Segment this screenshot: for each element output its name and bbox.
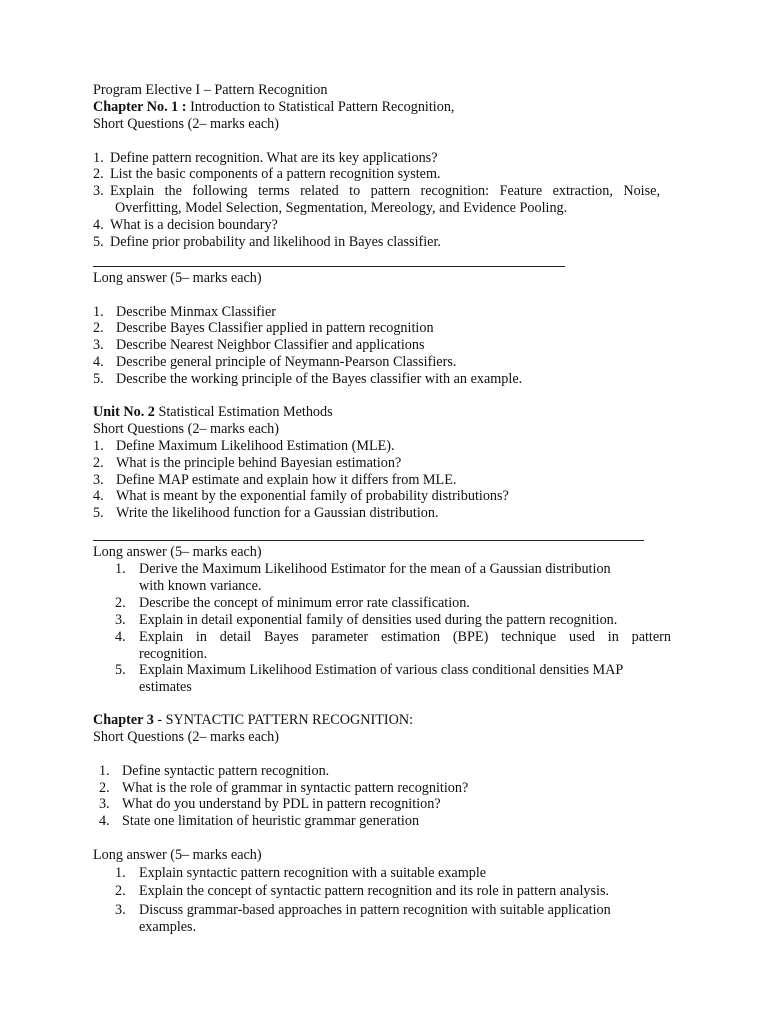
- program-title: Program Elective I – Pattern Recognition: [93, 82, 328, 98]
- item-number: 3.: [115, 902, 126, 918]
- item-number: 3.: [99, 796, 110, 812]
- list-item: [93, 455, 401, 471]
- item-text: Describe the working principle of the Bayes classifier with an example.: [116, 371, 523, 387]
- item-text: Define syntactic pattern recognition.: [122, 763, 330, 779]
- item-text: State one limitation of heuristic grammar generation: [122, 813, 420, 829]
- item-number: 1.: [93, 150, 104, 166]
- item-number: 1.: [99, 763, 110, 779]
- item-number: 4.: [93, 217, 104, 233]
- chapter3-title: - SYNTACTIC PATTERN RECOGNITION:: [153, 712, 414, 728]
- item-text-continued: Overfitting, Model Selection, Segmentation, Mereology, and Evidence Pooling.: [115, 200, 568, 216]
- list-item: [115, 865, 486, 881]
- list-item: [93, 234, 441, 250]
- item-text: Derive the Maximum Likelihood Estimator for the mean of a Gaussian distribution: [139, 561, 611, 577]
- divider-rule: [93, 266, 565, 267]
- list-item: [115, 883, 609, 899]
- item-text: What do you understand by PDL in pattern recognition?: [122, 796, 441, 812]
- list-item: [115, 902, 611, 918]
- chapter3-label: Chapter 3: [93, 712, 154, 728]
- item-text: Define pattern recognition. What are its key applications?: [110, 150, 438, 166]
- item-number: 5.: [115, 662, 126, 678]
- chapter3-heading: [93, 712, 413, 728]
- item-number: 1.: [93, 304, 104, 320]
- list-item: [93, 320, 434, 336]
- item-text: Define Maximum Likelihood Estimation (MLE).: [116, 438, 395, 454]
- list-item: [115, 595, 470, 611]
- item-text: Describe Minmax Classifier: [116, 304, 276, 320]
- item-number: 2.: [115, 883, 126, 899]
- unit2-long-heading: Long answer (5– marks each): [93, 544, 262, 560]
- item-number: 4.: [99, 813, 110, 829]
- item-text-continued: examples.: [139, 919, 197, 935]
- item-text-continued: recognition.: [139, 646, 208, 662]
- list-item: [115, 662, 623, 678]
- item-number: 2.: [93, 455, 104, 471]
- list-item: [93, 150, 438, 166]
- unit2-heading: [93, 404, 333, 420]
- item-number: 5.: [93, 371, 104, 387]
- item-text: Explain the concept of syntactic pattern recognition and its role in pattern analysis.: [139, 883, 610, 899]
- item-text: What is the role of grammar in syntactic pattern recognition?: [122, 780, 469, 796]
- item-number: 5.: [93, 234, 104, 250]
- item-text-continued: estimates: [139, 679, 192, 695]
- item-text: Discuss grammar-based approaches in pattern recognition with suitable application: [139, 902, 611, 918]
- list-item: [93, 371, 522, 387]
- list-item: [93, 304, 276, 320]
- item-text: Explain syntactic pattern recognition with a suitable example: [139, 865, 487, 881]
- item-number: 1.: [115, 561, 126, 577]
- chapter3-long-heading: Long answer (5– marks each): [93, 847, 262, 863]
- list-item: [93, 472, 456, 488]
- chapter1-heading: [93, 99, 454, 115]
- list-item: [99, 813, 419, 829]
- unit2-title: Statistical Estimation Methods: [154, 404, 333, 420]
- item-number: 3.: [93, 472, 104, 488]
- item-text: What is meant by the exponential family of probability distributions?: [116, 488, 509, 504]
- list-item: [93, 166, 441, 182]
- list-item: [99, 780, 468, 796]
- item-text: Explain the following terms related to pattern recognition: Feature extraction, Noise,: [110, 183, 660, 199]
- item-text: Define prior probability and likelihood in Bayes classifier.: [110, 234, 441, 250]
- item-text: Explain in detail exponential family of densities used during the pattern recognition.: [139, 612, 618, 628]
- item-text: What is the principle behind Bayesian estimation?: [116, 455, 402, 471]
- item-text: Describe Bayes Classifier applied in pattern recognition: [116, 320, 434, 336]
- list-item: [115, 629, 671, 645]
- item-number: 4.: [115, 629, 126, 645]
- item-number: 1.: [93, 438, 104, 454]
- list-item: [93, 217, 278, 233]
- chapter3-short-heading: Short Questions (2– marks each): [93, 729, 279, 745]
- list-item: [93, 438, 395, 454]
- item-number: 4.: [93, 354, 104, 370]
- chapter1-short-heading: Short Questions (2– marks each): [93, 116, 279, 132]
- item-number: 3.: [115, 612, 126, 628]
- item-text: List the basic components of a pattern recognition system.: [110, 166, 441, 182]
- item-text: Explain in detail Bayes parameter estimation (BPE) technique used in pattern: [139, 629, 671, 645]
- list-item: [99, 796, 441, 812]
- chapter1-label: Chapter No. 1 :: [93, 99, 187, 115]
- divider-rule: [93, 540, 644, 541]
- item-text: What is a decision boundary?: [110, 217, 278, 233]
- item-number: 2.: [99, 780, 110, 796]
- item-number: 3.: [93, 337, 104, 353]
- list-item: [93, 354, 456, 370]
- item-number: 2.: [93, 320, 104, 336]
- unit2-short-heading: Short Questions (2– marks each): [93, 421, 279, 437]
- list-item: [115, 561, 611, 577]
- list-item: [93, 505, 439, 521]
- list-item: [99, 763, 329, 779]
- chapter1-long-heading: Long answer (5– marks each): [93, 270, 262, 286]
- item-text: Describe Nearest Neighbor Classifier and applications: [116, 337, 425, 353]
- chapter1-title: Introduction to Statistical Pattern Recognition,: [186, 99, 455, 115]
- item-text: Explain Maximum Likelihood Estimation of various class conditional densities MAP: [139, 662, 624, 678]
- item-number: 4.: [93, 488, 104, 504]
- unit2-label: Unit No. 2: [93, 404, 155, 420]
- item-number: 5.: [93, 505, 104, 521]
- item-number: 2.: [93, 166, 104, 182]
- list-item: [93, 488, 509, 504]
- item-text: Describe general principle of Neymann-Pearson Classifiers.: [116, 354, 457, 370]
- item-text-continued: with known variance.: [139, 578, 262, 594]
- item-text: Define MAP estimate and explain how it differs from MLE.: [116, 472, 457, 488]
- item-text: Describe the concept of minimum error rate classification.: [139, 595, 470, 611]
- item-number: 2.: [115, 595, 126, 611]
- item-number: 3.: [93, 183, 104, 199]
- list-item: [93, 337, 424, 353]
- item-number: 1.: [115, 865, 126, 881]
- item-text: Write the likelihood function for a Gaussian distribution.: [116, 505, 439, 521]
- list-item: [93, 183, 660, 199]
- list-item: [115, 612, 617, 628]
